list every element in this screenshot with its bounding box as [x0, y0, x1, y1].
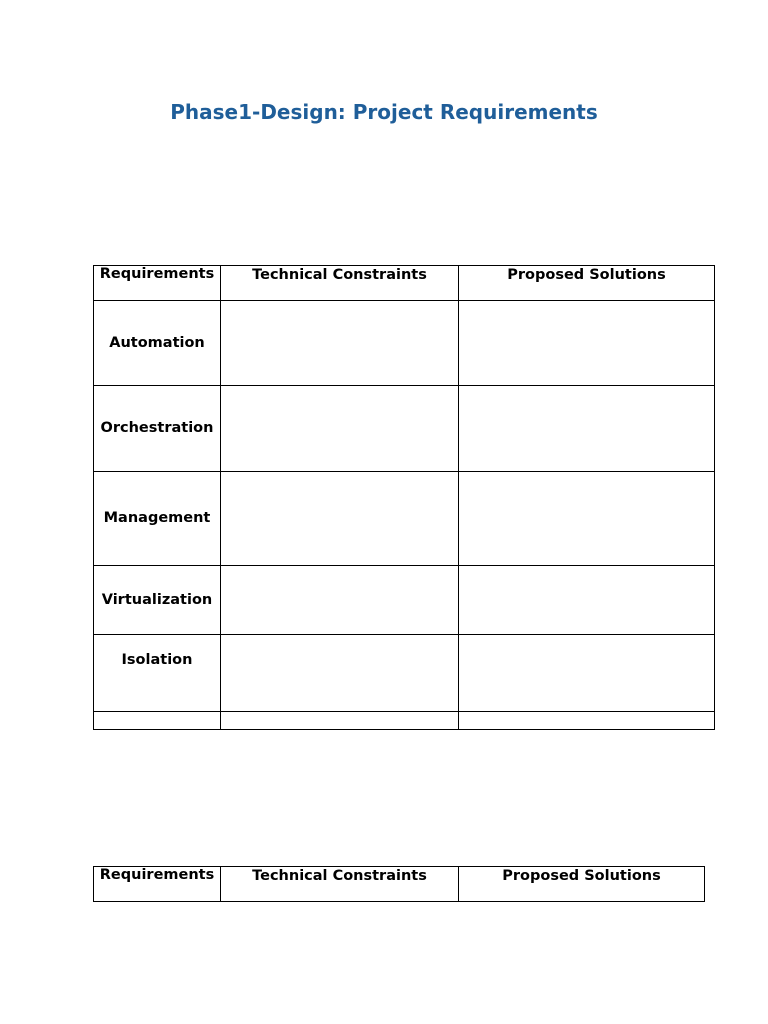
header-technical-constraints: Technical Constraints — [221, 266, 459, 301]
requirement-cell — [94, 712, 221, 730]
solution-cell — [459, 301, 715, 386]
header-technical-constraints: Technical Constraints — [221, 867, 459, 902]
page-title: Phase1-Design: Project Requirements — [170, 100, 598, 124]
solution-cell — [459, 635, 715, 712]
table-row — [94, 712, 715, 730]
header-proposed-solutions: Proposed Solutions — [459, 867, 705, 902]
requirement-cell: Virtualization — [94, 566, 221, 635]
requirement-cell: Automation — [94, 301, 221, 386]
requirement-cell: Management — [94, 472, 221, 566]
constraint-cell — [221, 472, 459, 566]
constraint-cell — [221, 301, 459, 386]
table-row — [94, 635, 715, 712]
solution-cell — [459, 712, 715, 730]
table-row — [94, 566, 715, 635]
constraint-cell — [221, 566, 459, 635]
solution-cell — [459, 472, 715, 566]
table-header-row — [94, 266, 715, 301]
solution-cell — [459, 386, 715, 472]
requirement-cell: Orchestration — [94, 386, 221, 472]
requirements-table — [93, 265, 715, 730]
requirements-table-2 — [93, 866, 705, 902]
table-header-row — [94, 867, 705, 902]
header-proposed-solutions: Proposed Solutions — [459, 266, 715, 301]
constraint-cell — [221, 635, 459, 712]
constraint-cell — [221, 386, 459, 472]
requirement-cell: Isolation — [94, 635, 221, 712]
constraint-cell — [221, 712, 459, 730]
table-row — [94, 472, 715, 566]
table-row — [94, 386, 715, 472]
solution-cell — [459, 566, 715, 635]
header-requirements: Requirements — [94, 266, 221, 301]
header-requirements: Requirements — [94, 867, 221, 902]
table-row — [94, 301, 715, 386]
